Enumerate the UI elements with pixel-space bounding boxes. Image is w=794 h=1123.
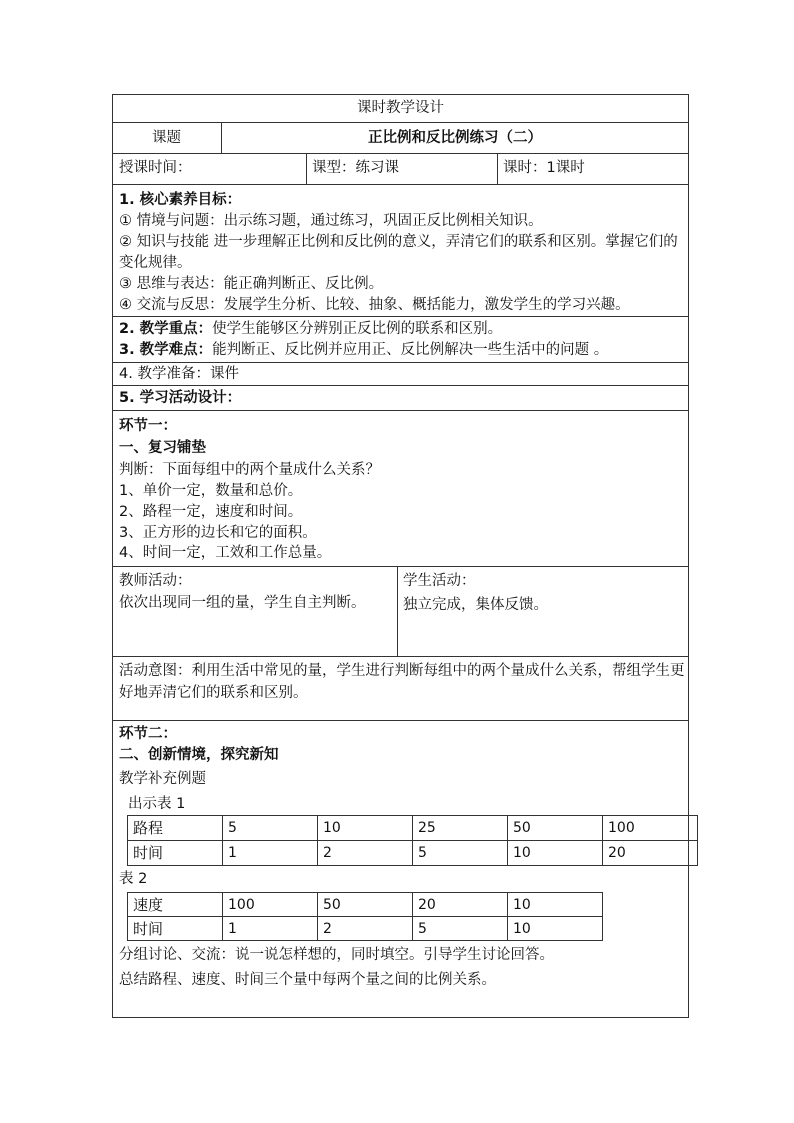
stage1-label: 环节一：: [119, 418, 177, 434]
row-divider: [112, 720, 689, 721]
row-divider: [112, 656, 689, 657]
key-point-text: 使学生能够区分辨别正反比例的联系和区别。: [212, 321, 503, 337]
table-cell: 10: [513, 921, 531, 937]
row-divider: [112, 566, 689, 567]
table-cell: 10: [323, 820, 341, 836]
stage2-subtitle: 教学补充例题: [119, 771, 206, 787]
table-row-header: 路程: [133, 819, 164, 837]
stage1-prompt: 判断：下面每组中的两个量成什么关系？: [119, 462, 380, 478]
column-divider: [397, 566, 398, 656]
table-cell: 2: [323, 845, 332, 861]
topic-value: 正比例和反比例练习（二）: [368, 130, 542, 146]
row-divider: [112, 122, 689, 123]
row-divider: [112, 184, 689, 185]
table-cell: 20: [608, 845, 626, 861]
stage1-item: 1、单价一定，数量和总价。: [119, 483, 303, 499]
table-row-header: 时间: [133, 920, 164, 938]
table-cell: 1: [228, 921, 237, 937]
key-point-label: 2. 教学重点：: [119, 321, 213, 337]
table-cell: 50: [513, 820, 531, 836]
student-activity-label: 学生活动：: [403, 573, 476, 589]
row-divider: [112, 316, 689, 317]
table-row-header: 速度: [133, 896, 164, 914]
activity-heading: 5. 学习活动设计：: [119, 390, 242, 406]
table-cell: 25: [418, 820, 436, 836]
topic-label: 课题: [152, 130, 181, 146]
stage1-item: 4、时间一定，工效和工作总量。: [119, 545, 332, 561]
stage2-title: 二、创新情境，探究新知: [119, 747, 279, 763]
row-divider: [112, 385, 689, 386]
table-cell: 50: [323, 897, 341, 913]
table-cell: 5: [418, 845, 427, 861]
column-divider: [306, 153, 307, 184]
difficulty-row: [119, 340, 608, 360]
goal-item: ③ 思维与表达：能正确判断正、反比例。: [119, 276, 384, 292]
table-cell: 10: [513, 845, 531, 861]
stage1-title: 一、复习铺垫: [119, 440, 206, 456]
table-cell: 2: [323, 921, 332, 937]
column-divider: [497, 153, 498, 184]
lesson-hours: 课时：1课时: [503, 160, 585, 176]
discussion-text: 分组讨论、交流：说一说怎样想的，同时填空。引导学生讨论回答。: [119, 947, 554, 963]
table1-caption: 出示表 1: [128, 796, 186, 812]
table-cell: 5: [418, 921, 427, 937]
table-cell: 100: [608, 820, 635, 836]
row-divider: [112, 362, 689, 363]
goal-item: ④ 交流与反思：发展学生分析、比较、抽象、概括能力，激发学生的学习兴趣。: [119, 297, 630, 313]
row-divider: [112, 410, 689, 411]
difficulty-text: 能判断正、反比例并应用正、反比例解决一些生活中的问题 。: [212, 342, 609, 358]
stage2-label: 环节二：: [119, 726, 177, 742]
teaching-time-label: 授课时间：: [119, 160, 192, 176]
table2-caption: 表 2: [119, 871, 148, 887]
table-cell: 1: [228, 845, 237, 861]
summary-text: 总结路程、速度、时间三个量中每两个量之间的比例关系。: [119, 972, 496, 988]
table-cell: 10: [513, 897, 531, 913]
student-activity-text: 独立完成，集体反馈。: [403, 597, 548, 613]
document-title: 课时教学设计: [357, 100, 444, 116]
goal-item: ① 情境与问题：出示练习题，通过练习，巩固正反比例相关知识。: [119, 213, 543, 229]
teacher-activity-label: 教师活动：: [119, 573, 192, 589]
key-point-row: [119, 319, 502, 339]
table-cell: 5: [228, 820, 237, 836]
activity-intent: 活动意图：利用生活中常见的量，学生进行判断每组中的两个量成什么关系，帮组学生更好地弄清它们的联系和区别。: [119, 663, 685, 701]
stage1-item: 2、路程一定，速度和时间。: [119, 504, 303, 520]
goal-item: ② 知识与技能 进一步理解正比例和反比例的意义，弄清它们的联系和区别。掌握它们的变化规律。: [119, 234, 678, 271]
row-divider: [112, 153, 689, 154]
lesson-type: 课型：练习课: [312, 160, 399, 176]
table-cell: 20: [418, 897, 436, 913]
stage1-item: 3、正方形的边长和它的面积。: [119, 525, 317, 541]
difficulty-label: 3. 教学难点：: [119, 342, 213, 358]
goals-heading: 1. 核心素养目标：: [119, 192, 242, 208]
preparation: 4. 教学准备：课件: [119, 366, 239, 382]
table-row-header: 时间: [133, 844, 164, 862]
table-cell: 100: [228, 897, 255, 913]
teacher-activity-text: 依次出现同一组的量，学生自主判断。: [119, 595, 366, 611]
